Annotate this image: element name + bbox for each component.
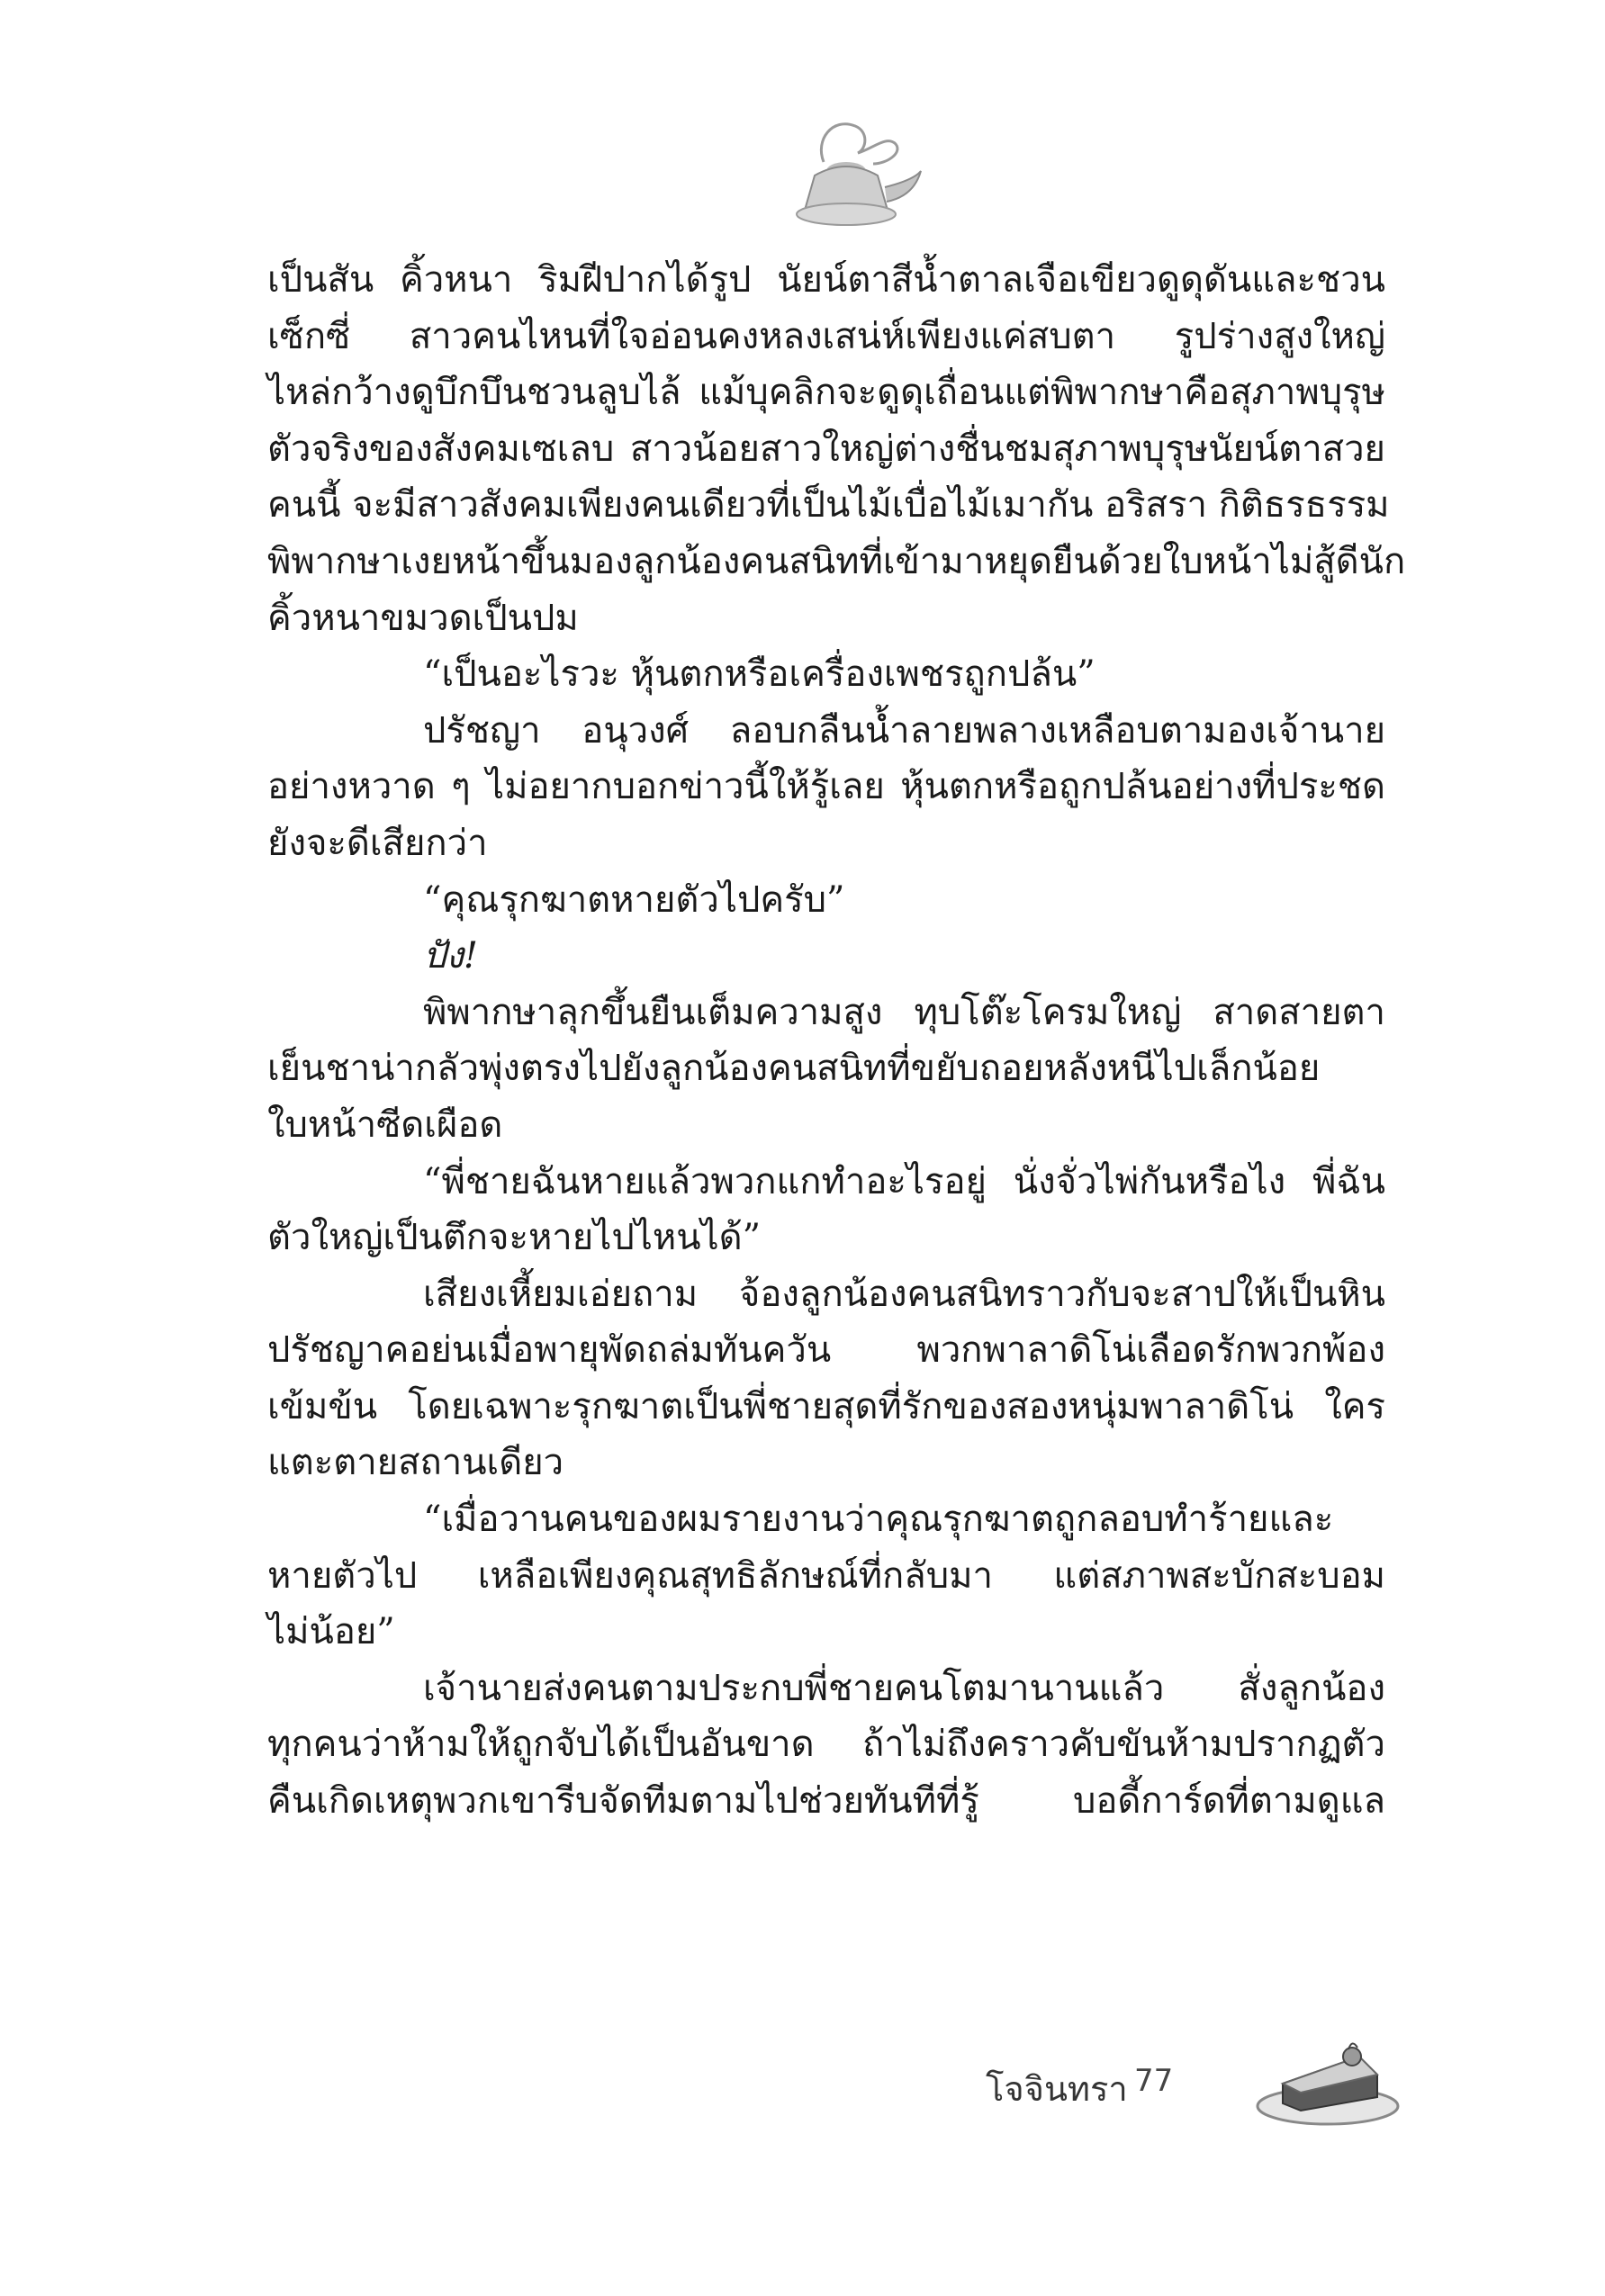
paragraph	[267, 872, 1385, 929]
text-line: ทุกคนว่าห้ามให้ถูกจับได้เป็นอันขาด ถ้าไม่ถึงคราวคับขันห้ามปรากฏตัว	[267, 1724, 1385, 1766]
paragraph	[267, 928, 1385, 985]
text-line: ตัวใหญ่เป็นตึกจะหายไปไหนได้”	[267, 1217, 762, 1259]
text-line: เย็นชาน่ากลัวพุ่งตรงไปยังลูกน้องคนสนิทที่ขยับถอยหลังหนีไปเล็กน้อย	[267, 1048, 1321, 1090]
page-number: 77	[1134, 2063, 1174, 2099]
text-line: เจ้านายส่งคนตามประกบพี่ชายคนโตมานานแล้ว สั่งลูกน้อง	[423, 1667, 1385, 1709]
teapot-ornament-icon	[761, 108, 932, 243]
paragraph	[267, 703, 1385, 872]
text-line: “คุณรุกฆาตหายตัวไปครับ”	[423, 878, 845, 921]
text-line: ปรัชญาคอย่นเมื่อพายุพัดถล่มทันควัน พวกพาลาดิโน่เลือดรักพวกพ้อง	[267, 1329, 1385, 1372]
text-line: “พี่ชายฉันหายแล้วพวกแกทำอะไรอยู่ นั่งจั่วไพ่กันหรือไง พี่ฉัน	[423, 1160, 1385, 1202]
text-line: พิพากษาเงยหน้าขึ้นมองลูกน้องคนสนิทที่เข้ามาหยุดยืนด้วยใบหน้าไม่สู้ดีนัก	[267, 540, 1406, 582]
paragraph	[267, 646, 1385, 703]
text-line: “เป็นอะไรวะ หุ้นตกหรือเครื่องเพชรถูกปล้น”	[423, 653, 1096, 696]
text-line: อย่างหวาด ๆ ไม่อยากบอกข่าวนี้ให้รู้เลย หุ้นตกหรือถูกปล้นอย่างที่ประชด	[267, 766, 1385, 808]
paragraph	[267, 1491, 1385, 1661]
text-line: ไม่น้อย”	[267, 1611, 395, 1653]
text-line: ปัง!	[423, 935, 478, 977]
paragraph	[267, 1661, 1385, 1830]
text-line: เซ็กซี่ สาวคนไหนที่ใจอ่อนคงหลงเสน่ห์เพียงแค่สบตา รูปร่างสูงใหญ่	[267, 315, 1385, 357]
footer-author-title: โจจินทรา	[986, 2069, 1128, 2109]
text-line: คิ้วหนาขมวดเป็นปม	[267, 597, 579, 639]
text-line: ไหล่กว้างดูบึกบึนชวนลูบไล้ แม้บุคลิกจะดูดุเถื่อนแต่พิพากษาคือสุภาพบุรุษ	[267, 372, 1385, 414]
paragraph	[267, 1154, 1385, 1266]
paragraph	[267, 1266, 1385, 1491]
text-line: แตะตายสถานเดียว	[267, 1442, 564, 1484]
text-line: คนนี้ จะมีสาวสังคมเพียงคนเดียวที่เป็นไม้เบื่อไม้เมากัน อริสรา กิติธรธรรม	[267, 484, 1390, 527]
text-line: เข้มข้น โดยเฉพาะรุกฆาตเป็นพี่ชายสุดที่รักของสองหนุ่มพาลาดิโน่ ใคร	[267, 1385, 1385, 1427]
cake-slice-icon	[1251, 2021, 1404, 2129]
text-line: “เมื่อวานคนของผมรายงานว่าคุณรุกฆาตถูกลอบทำร้ายและ	[423, 1499, 1334, 1541]
text-line: ปรัชญา อนุวงศ์ ลอบกลืนน้ำลายพลางเหลือบตามองเจ้านาย	[423, 709, 1385, 752]
text-line: ใบหน้าซีดเผือด	[267, 1103, 503, 1146]
body-text	[267, 252, 1406, 1830]
text-line: ตัวจริงของสังคมเซเลบ สาวน้อยสาวใหญ่ต่างชื่นชมสุภาพบุรุษนัยน์ตาสวย	[267, 428, 1385, 470]
text-line: พิพากษาลุกขึ้นยืนเต็มความสูง ทุบโต๊ะโครมใหญ่ สาดสายตา	[423, 991, 1385, 1033]
paragraph	[267, 985, 1385, 1154]
text-line: คืนเกิดเหตุพวกเขารีบจัดทีมตามไปช่วยทันทีที่รู้ บอดี้การ์ดที่ตามดูแล	[267, 1780, 1385, 1823]
paragraph	[267, 252, 1406, 646]
text-line: เสียงเหี้ยมเอ่ยถาม จ้องลูกน้องคนสนิทราวกับจะสาปให้เป็นหิน	[423, 1273, 1385, 1315]
text-line: หายตัวไป เหลือเพียงคุณสุทธิลักษณ์ที่กลับมา แต่สภาพสะบักสะบอม	[267, 1554, 1385, 1597]
text-line: ยังจะดีเสียกว่า	[267, 822, 488, 864]
text-line: เป็นสัน คิ้วหนา ริมฝีปากได้รูป นัยน์ตาสีน้ำตาลเจือเขียวดูดุดันและชวน	[267, 259, 1385, 301]
